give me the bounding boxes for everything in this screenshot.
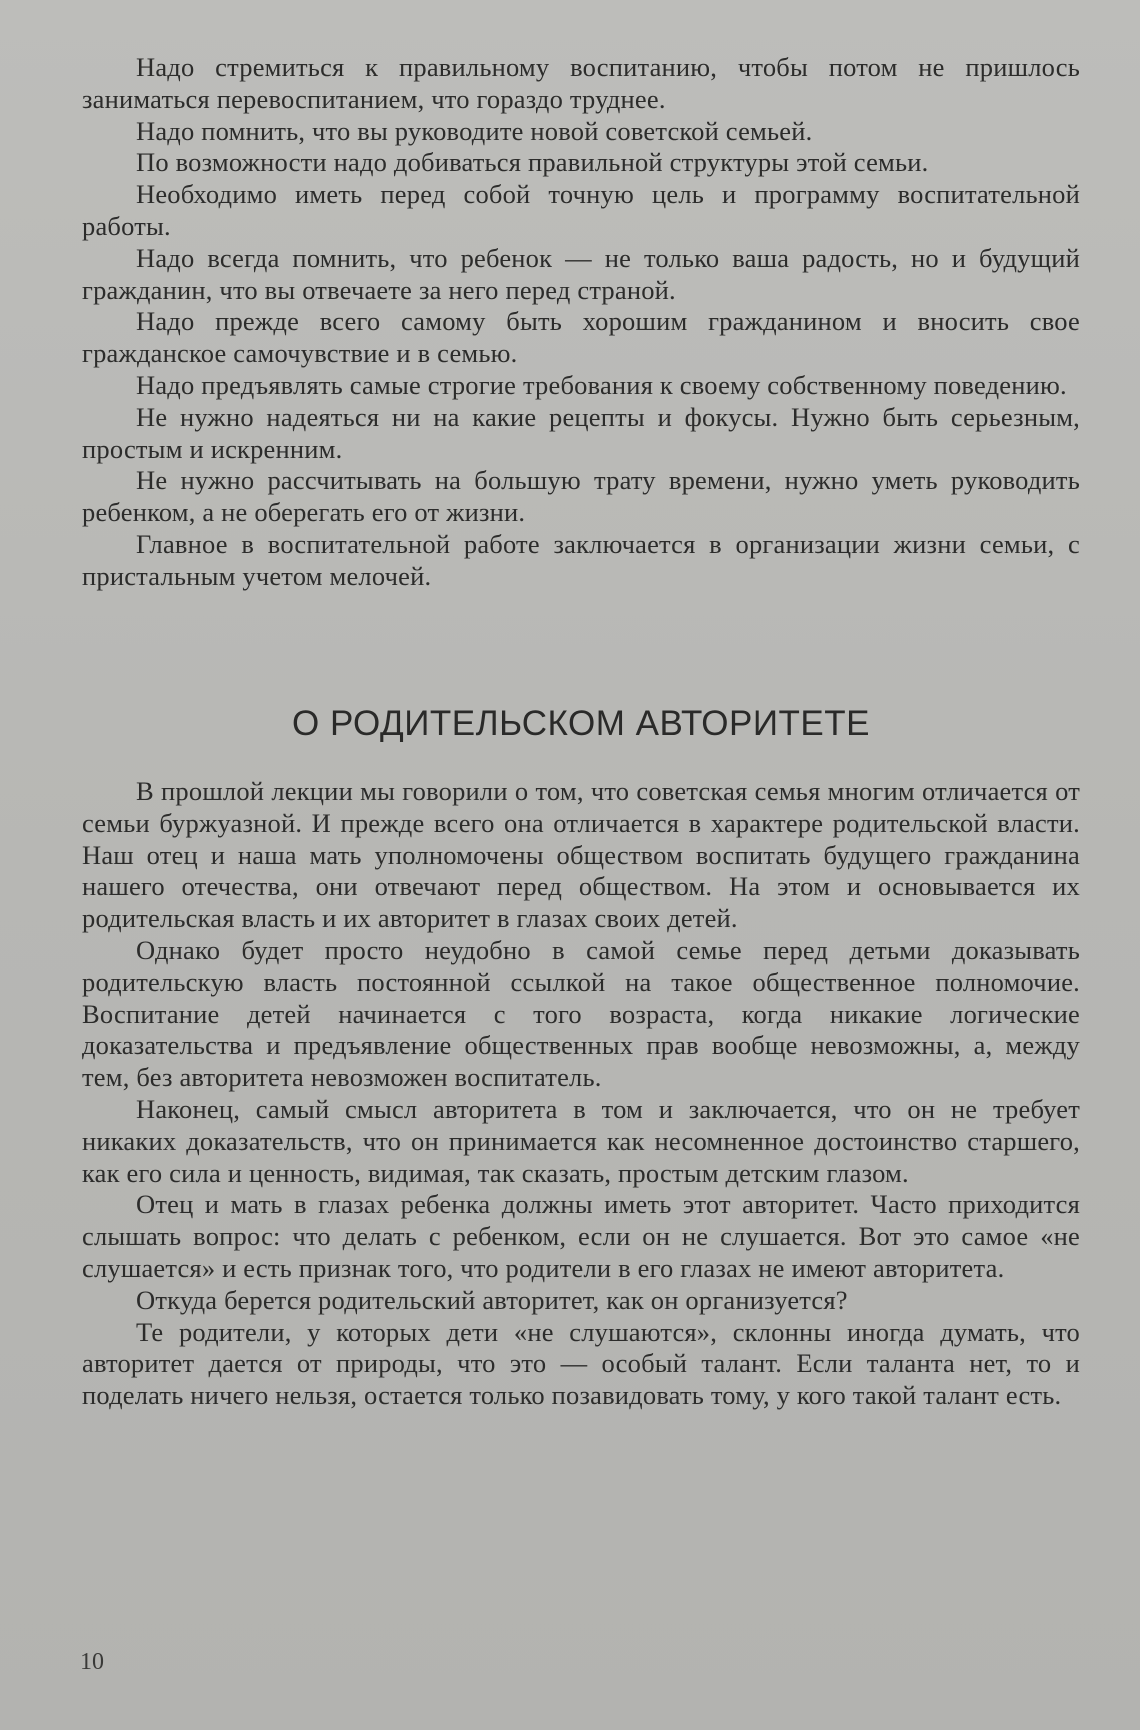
paragraph: Надо стремиться к правильному воспитанию, чтобы потом не пришлось заниматься перевоспитанием, что гораздо труднее. [82, 52, 1080, 114]
paragraph: По возможности надо добиваться правильной структуры этой семьи. [136, 147, 929, 178]
paragraph: В прошлой лекции мы говорили о том, что советская семья многим отличается от семьи буржуазной. И прежде всего она отличается в характере родительской власти. Наш отец и наша мать уполномочены обществом воспитать будущего гражданина нашего отечества, они отвечают перед обществом. На этом и основывается их родительская власть и их авторитет в глазах своих детей. [82, 776, 1080, 934]
paragraph: Наконец, самый смысл авторитета в том и заключается, что он не требует никаких доказательств, что он принимается как несомненное достоинство старшего, как его сила и ценность, видимая, так сказать, простым детским глазом. [82, 1093, 1080, 1188]
paragraph: Не нужно рассчитывать на большую трату времени, нужно уметь руководить ребенком, а не оберегать его от жизни. [82, 465, 1080, 528]
paragraph: Те родители, у которых дети «не слушаются», склонны иногда думать, что авторитет дается от природы, что это — особый талант. Если таланта нет, то и поделать ничего нельзя, остается только позавидовать тому, у кого такой талант есть. [82, 1316, 1080, 1411]
text-section-2 [82, 776, 1080, 1412]
text-section-1 [82, 52, 1080, 593]
paragraph: Необходимо иметь перед собой точную цель и программу воспитательной работы. [82, 179, 1080, 241]
chapter-heading: О РОДИТЕЛЬСКОМ АВТОРИТЕТЕ [292, 704, 870, 743]
paragraph: Не нужно надеяться ни на какие рецепты и фокусы. Нужно быть серьезным, простым и искренним. [82, 401, 1080, 464]
paragraph: Откуда берется родительский авторитет, как он организуется? [136, 1284, 848, 1315]
paragraph: Надо всегда помнить, что ребенок — не только ваша радость, но и будущий гражданин, что вы отвечаете за него перед страной. [82, 242, 1080, 305]
paragraph: Надо предъявлять самые строгие требования к своему собственному поведению. [136, 369, 1067, 400]
page-number: 10 [80, 1649, 104, 1675]
paragraph: Однако будет просто неудобно в самой семье перед детьми доказывать родительскую власть постоянной ссылкой на такое общественное полномочие. Воспитание детей начинается с того возраста, когда никакие логические доказательства и предъявление общественных прав вообще невозможны, а, между тем, без авторитета невозможен воспитатель. [82, 934, 1080, 1093]
paragraph: Главное в воспитательной работе заключается в организации жизни семьи, с пристальным учетом мелочей. [82, 528, 1080, 591]
paragraph: Надо прежде всего самому быть хорошим гражданином и вносить свое гражданское самочувствие и в семью. [82, 306, 1080, 369]
paragraph: Надо помнить, что вы руководите новой советской семьей. [136, 115, 813, 146]
paragraph: Отец и мать в глазах ребенка должны иметь этот авторитет. Часто приходится слышать вопрос: что делать с ребенком, если он не слушается. Вот это самое «не слушается» и есть признак того, что родители в его глазах не имеют авторитета. [82, 1189, 1080, 1283]
